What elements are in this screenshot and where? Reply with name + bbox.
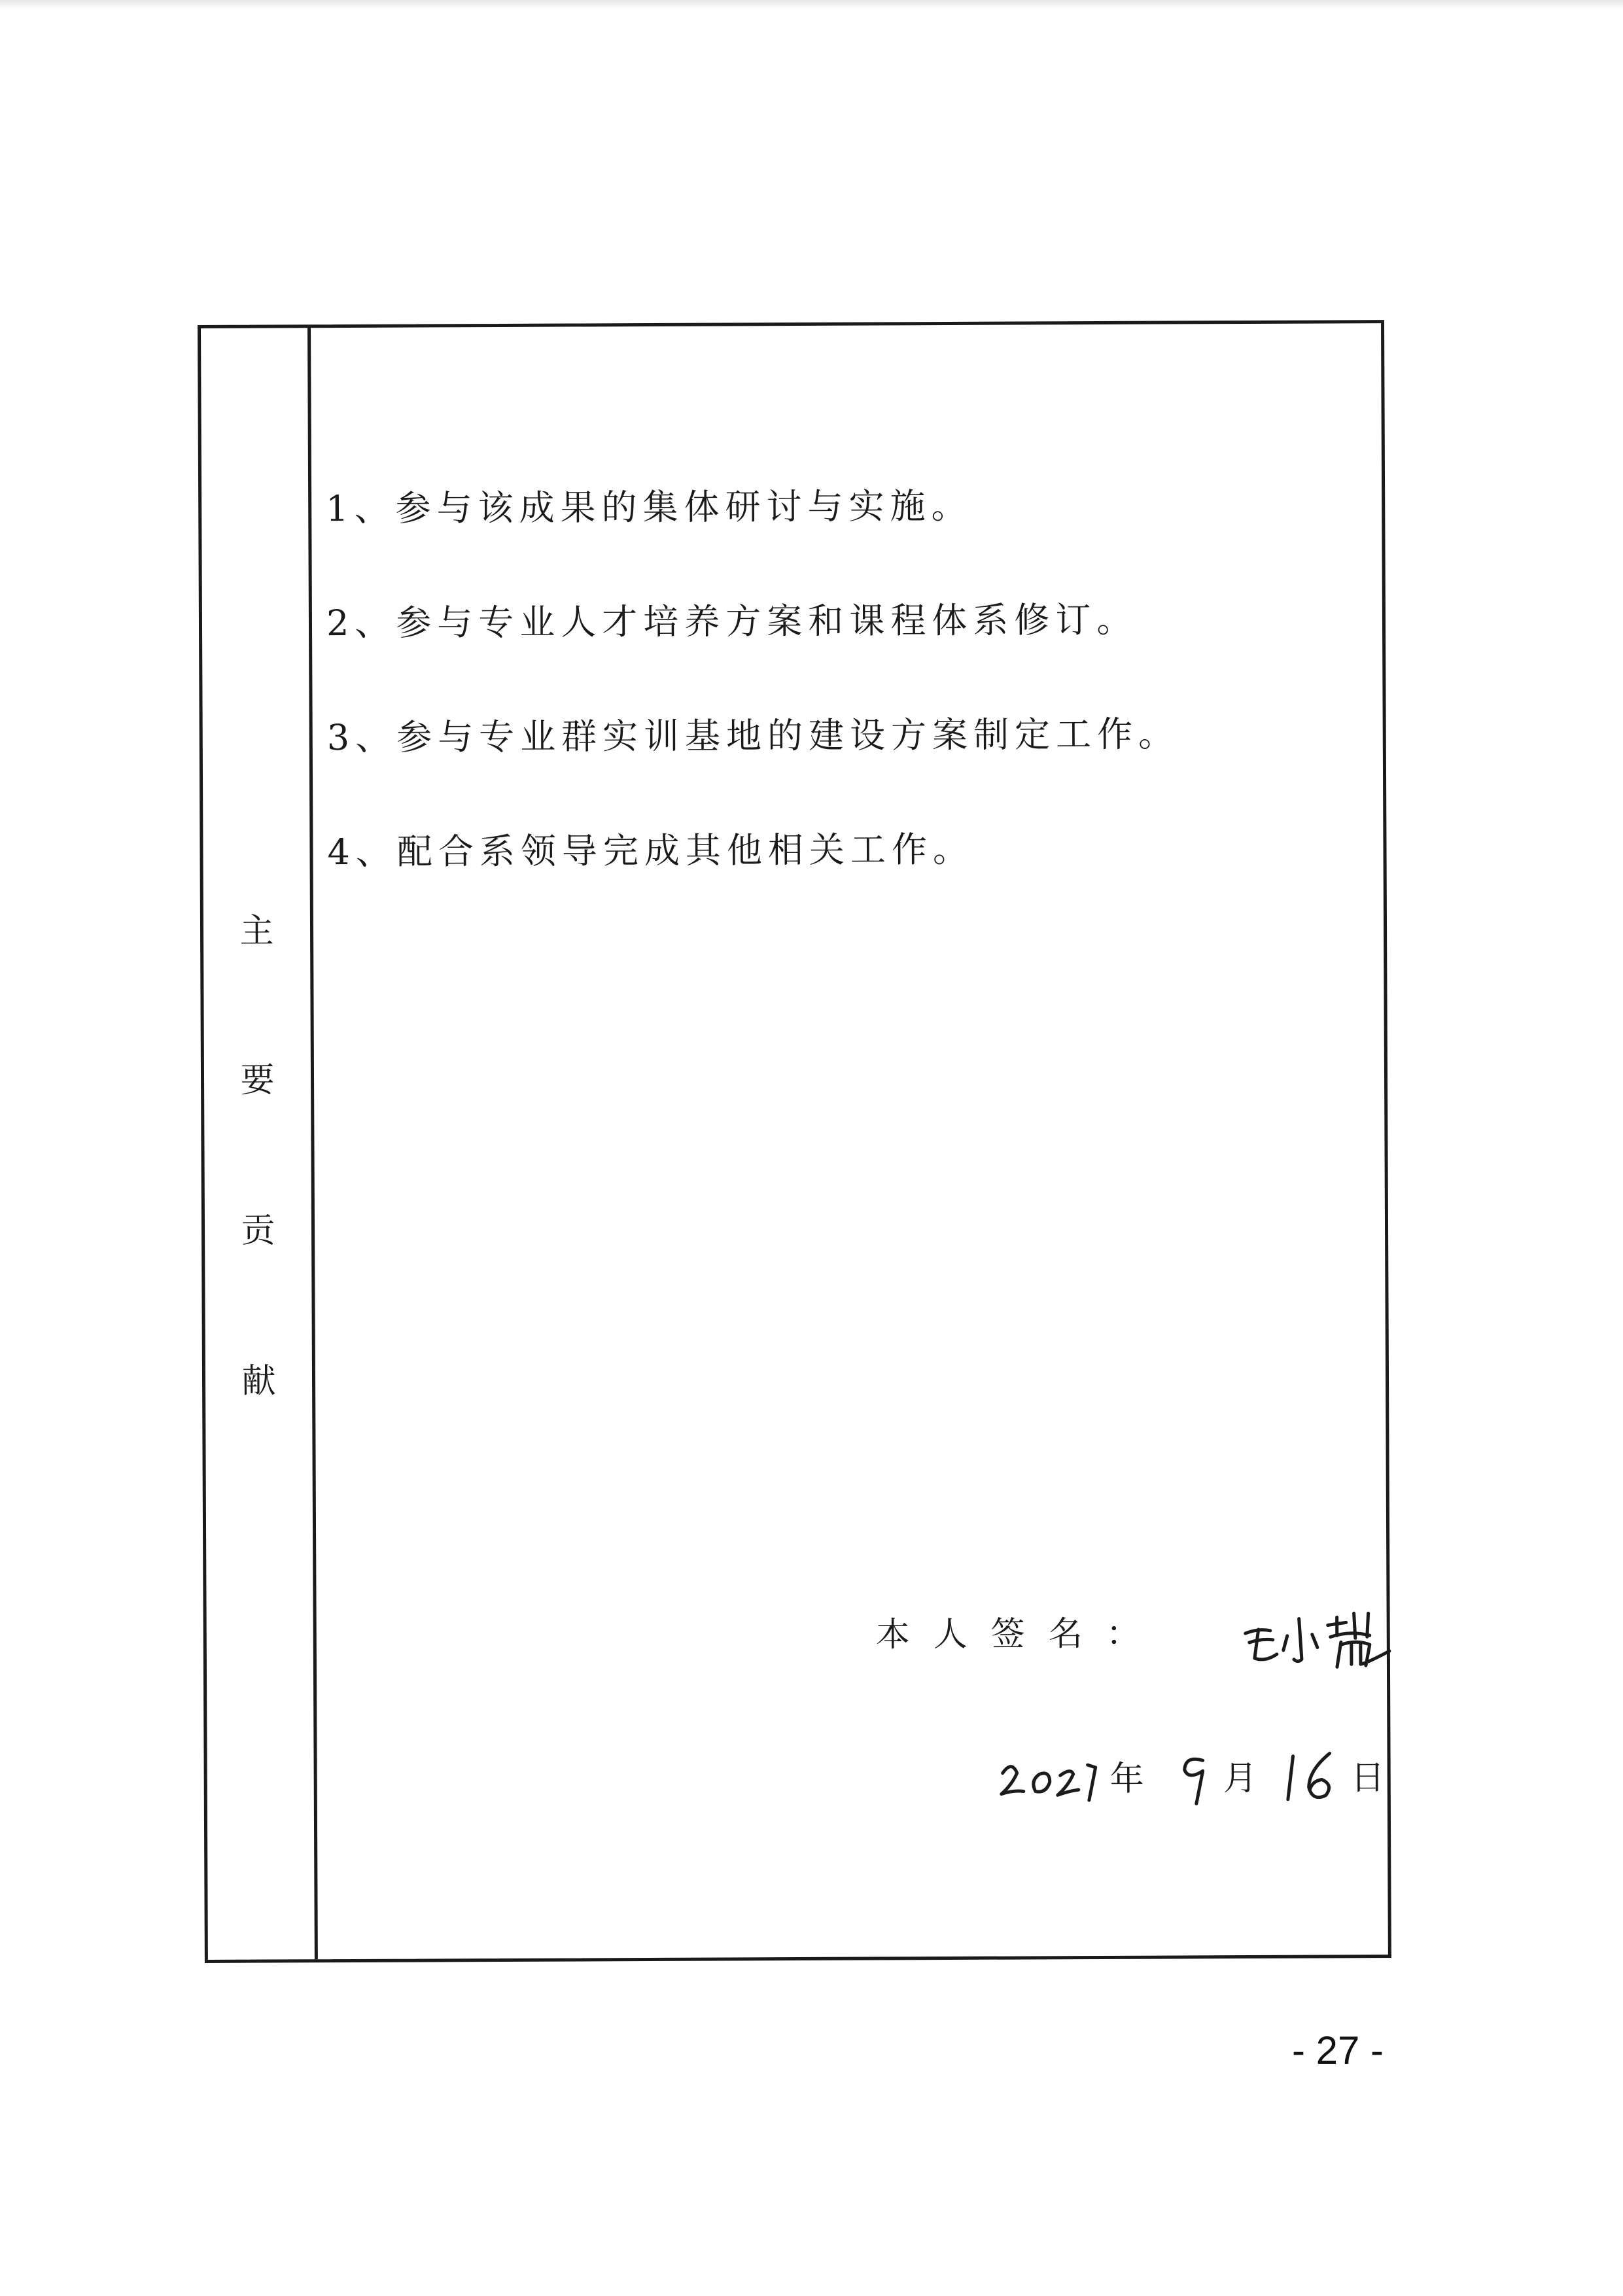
page-number: - 27 -	[1291, 2028, 1384, 2072]
scan-edge	[0, 0, 1623, 9]
duty-item: 1、参与该成果的集体研讨与实施。	[326, 485, 973, 530]
content-column	[311, 323, 1388, 1959]
year-unit: 年	[1109, 1759, 1144, 1799]
handwritten-month	[1174, 1748, 1220, 1807]
sign-date	[997, 1743, 1455, 1817]
duty-item: 3、参与专业群实训基地的建设方案制定工作。	[326, 713, 1180, 759]
handwritten-signature	[1239, 1599, 1403, 1671]
duty-item: 2、参与专业人才培养方案和课程体系修订。	[326, 599, 1138, 644]
label-char: 主	[239, 911, 274, 951]
signature-label: 本人签名：	[875, 1614, 1164, 1655]
day-unit: 日	[1350, 1758, 1385, 1798]
handwritten-day	[1279, 1747, 1351, 1805]
label-char: 要	[240, 1060, 275, 1100]
month-unit: 月	[1223, 1758, 1257, 1799]
contribution-table	[198, 320, 1391, 1963]
duty-item: 4、配合系领导完成其他相关工作。	[327, 828, 975, 873]
label-char: 献	[241, 1361, 276, 1401]
handwritten-year	[998, 1750, 1109, 1803]
label-column	[201, 328, 318, 1960]
label-char: 贡	[241, 1211, 275, 1251]
